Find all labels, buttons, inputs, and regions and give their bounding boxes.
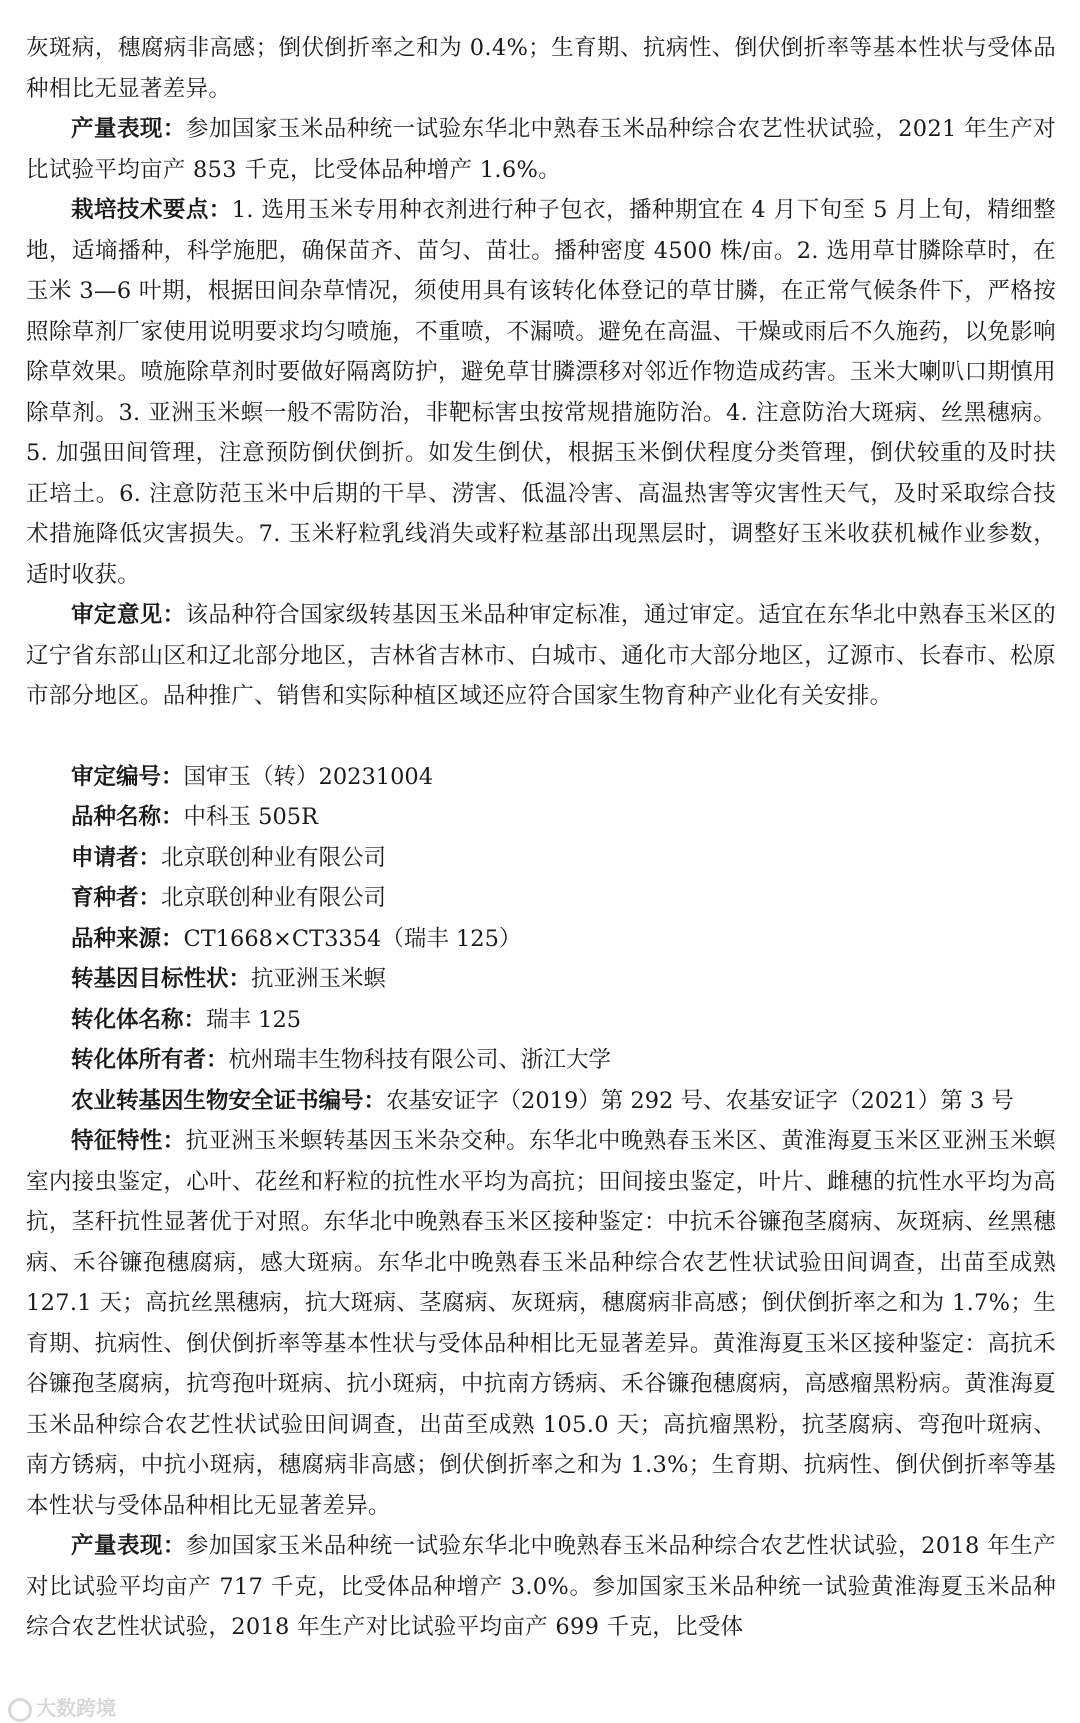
yield-label: 产量表现： xyxy=(71,1533,186,1559)
prev-cultivation-paragraph xyxy=(26,190,1056,595)
prev-opinion-paragraph xyxy=(26,595,1056,717)
prev-cultivation-text: 1. 选用玉米专用种衣剂进行种子包衣，播种期宜在 4 月下旬至 5 月上旬，精细整地，适墒播种，科学施肥，确保苗齐、苗匀、苗壮。播种密度 4500 株/亩。2. 选用草甘膦除草时，在玉米 3—6 叶期，根据田间杂草情况，须使用具有该转化体登记的草甘膦，在正常气候条件下，严格按照除草剂厂家使用说明要求均匀喷施，不重喷，不漏喷。避免在高温、干燥或雨后不久施药，以免影响除草效果。喷施除草剂时要做好隔离防护，避免草甘膦漂移对邻近作物造成药害。玉米大喇叭口期慎用除草剂。3. 亚洲玉米螟一般不需防治，非靶标害虫按常规措施防治。4. 注意防治大斑病、丝黑穗病。5. 加强田间管理，注意预防倒伏倒折。如发生倒伏，根据玉米倒伏程度分类管理，倒伏较重的及时扶正培土。6. 注意防范玉米中后期的干旱、涝害、低温冷害、高温热害等灾害性天气，及时采取综合技术措施降低灾害损失。7. 玉米籽粒乳线消失或籽粒基部出现黑层时，调整好玉米收获机械作业参数，适时收获。 xyxy=(26,197,1056,588)
field-value: 中科玉 505R xyxy=(183,804,319,830)
field-label: 农业转基因生物安全证书编号： xyxy=(71,1087,387,1114)
yield-text: 参加国家玉米品种统一试验东华北中晚熟春玉米品种综合农艺性状试验，2018 年生产对比试验平均亩产 717 千克，比受体品种增产 3.0%。参加国家玉米品种统一试验黄淮海夏玉米品种综合农艺性状试验，2018 年生产对比试验平均亩产 699 千克，比受体 xyxy=(26,1533,1056,1640)
field-label: 育种者： xyxy=(71,885,162,911)
traits-paragraph xyxy=(26,1121,1056,1526)
field-value: CT1668×CT3354（瑞丰 125） xyxy=(183,925,522,952)
field-label: 转基因目标性状： xyxy=(71,966,252,992)
field-value: 北京联创种业有限公司 xyxy=(161,885,387,911)
field-value: 杭州瑞丰生物科技有限公司、浙江大学 xyxy=(228,1047,612,1073)
field-value: 农基安证字（2019）第 292 号、农基安证字（2021）第 3 号 xyxy=(386,1087,1014,1114)
field-label: 审定编号： xyxy=(71,763,184,790)
prev-yield-paragraph xyxy=(26,109,1056,190)
prev-opinion-label: 审定意见： xyxy=(71,602,186,628)
prev-traits-tail: 灰斑病，穗腐病非高感；倒伏倒折率之和为 0.4%；生育期、抗病性、倒伏倒折率等基本性状与受体品种相比无显著差异。 xyxy=(26,35,1056,102)
watermark xyxy=(8,1692,116,1722)
yield-paragraph xyxy=(26,1526,1056,1648)
prev-yield-label: 产量表现： xyxy=(71,116,186,142)
field-transformant-owner xyxy=(26,1040,1056,1081)
document-page xyxy=(26,28,1056,1648)
field-applicant xyxy=(26,838,1056,879)
field-label: 转化体名称： xyxy=(71,1006,207,1033)
field-value: 瑞丰 125 xyxy=(206,1006,302,1033)
field-value: 北京联创种业有限公司 xyxy=(161,844,387,871)
traits-text: 抗亚洲玉米螟转基因玉米杂交种。东华北中晚熟春玉米区、黄淮海夏玉米区亚洲玉米螟室内接虫鉴定，心叶、花丝和籽粒的抗性水平均为高抗；田间接虫鉴定，叶片、雌穗的抗性水平均为高抗，茎秆抗性显著优于对照。东华北中晚熟春玉米区接种鉴定：中抗禾谷镰孢茎腐病、灰斑病、丝黑穗病、禾谷镰孢穗腐病，感大斑病。东华北中晚熟春玉米品种综合农艺性状试验田间调查，出苗至成熟 127.1 天；高抗丝黑穗病，抗大斑病、茎腐病、灰斑病，穗腐病非高感；倒伏倒折率之和为 1.7%；生育期、抗病性、倒伏倒折率等基本性状与受体品种相比无显著差异。黄淮海夏玉米区接种鉴定：高抗禾谷镰孢茎腐病，抗弯孢叶斑病、抗小斑病，中抗南方锈病、禾谷镰孢穗腐病，高感瘤黑粉病。黄淮海夏玉米品种综合农艺性状试验田间调查，出苗至成熟 105.0 天；高抗瘤黑粉，抗茎腐病、弯孢叶斑病、南方锈病，中抗小斑病，穗腐病非高感；倒伏倒折率之和为 1.3%；生育期、抗病性、倒伏倒折率等基本性状与受体品种相比无显著差异。 xyxy=(26,1128,1056,1519)
field-value: 国审玉（转）20231004 xyxy=(183,763,434,790)
watermark-logo-icon xyxy=(8,1698,32,1722)
prev-cultivation-label: 栽培技术要点： xyxy=(71,197,232,223)
prev-yield-text: 参加国家玉米品种统一试验东华北中熟春玉米品种综合农艺性状试验，2021 年生产对比试验平均亩产 853 千克，比受体品种增产 1.6%。 xyxy=(26,116,1056,183)
field-label: 品种来源： xyxy=(71,925,184,952)
watermark-text: 大数跨境 xyxy=(36,1696,116,1720)
field-variety-source xyxy=(26,919,1056,960)
field-label: 转化体所有者： xyxy=(71,1047,229,1073)
section-gap xyxy=(26,717,1056,757)
prev-opinion-text: 该品种符合国家级转基因玉米品种审定标准，通过审定。适宜在东华北中熟春玉米区的辽宁省东部山区和辽北部分地区，吉林省吉林市、白城市、通化市大部分地区，辽源市、长春市、松原市部分地区。品种推广、销售和实际种植区域还应符合国家生物育种产业化有关安排。 xyxy=(26,602,1056,709)
field-breeder xyxy=(26,878,1056,919)
field-biosafety-certificate xyxy=(26,1081,1056,1122)
field-target-trait xyxy=(26,959,1056,1000)
field-transformant-name xyxy=(26,1000,1056,1041)
field-approval-number xyxy=(26,757,1056,798)
field-value: 抗亚洲玉米螟 xyxy=(251,966,387,992)
field-label: 品种名称： xyxy=(71,804,184,830)
field-label: 申请者： xyxy=(71,844,162,871)
traits-label: 特征特性： xyxy=(71,1128,186,1154)
field-variety-name xyxy=(26,797,1056,838)
